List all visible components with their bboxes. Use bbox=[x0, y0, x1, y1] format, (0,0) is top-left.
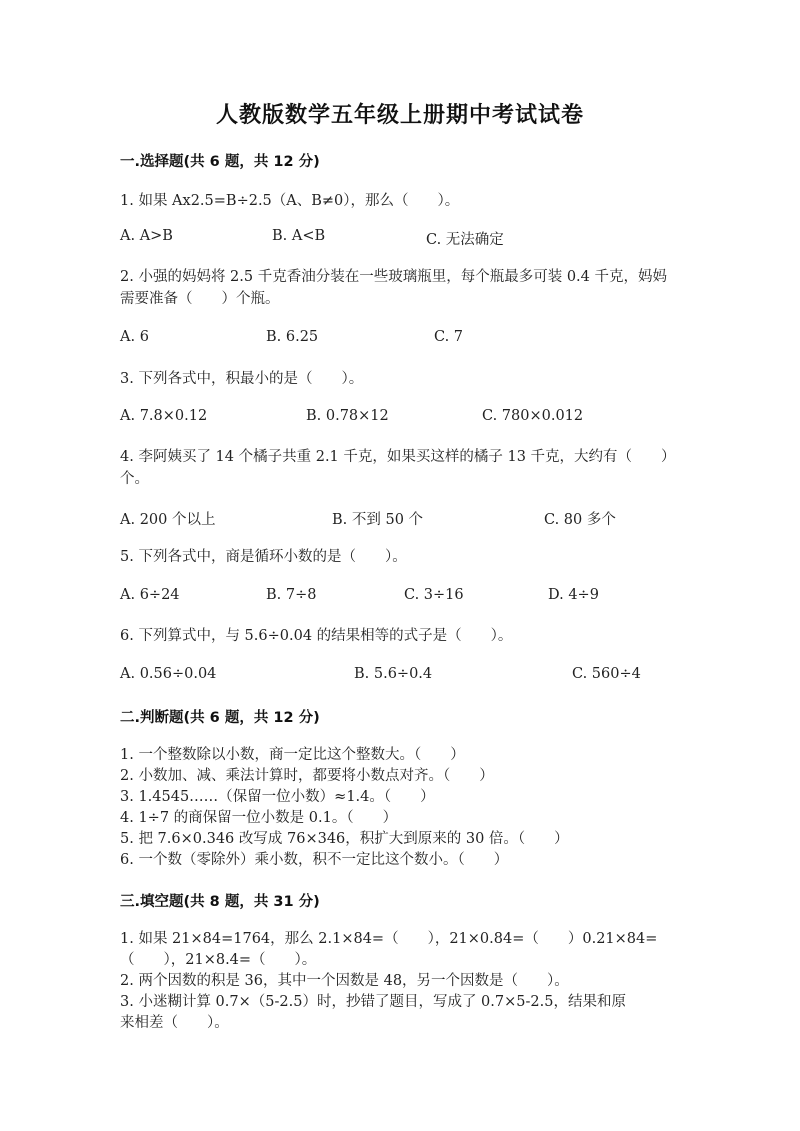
section-heading-choice: 一.选择题(共 6 题，共 12 分) bbox=[120, 154, 320, 170]
judge-item: 6. 一个数（零除外）乘小数，积不一定比这个数小。（ ） bbox=[120, 852, 509, 868]
section-heading-judge: 二.判断题(共 6 题，共 12 分) bbox=[120, 710, 320, 726]
option-b: B. 不到 50 个 bbox=[332, 512, 424, 528]
option-c: C. 无法确定 bbox=[426, 232, 504, 248]
question-text: 2. 小强的妈妈将 2.5 千克香油分装在一些玻璃瓶里，每个瓶最多可装 0.4 千克，妈妈需要准备（ ）个瓶。 bbox=[120, 269, 667, 307]
option-c: C. 560÷4 bbox=[572, 666, 641, 682]
option-c: C. 80 多个 bbox=[544, 512, 616, 528]
page-title: 人教版数学五年级上册期中考试试卷 bbox=[215, 102, 584, 128]
question-text: 3. 下列各式中，积最小的是（ ）。 bbox=[120, 371, 364, 387]
fill-line: 1. 如果 21×84=1764，那么 2.1×84=（ ），21×0.84=（ ）0.21×84= bbox=[120, 931, 658, 947]
option-b: B. 6.25 bbox=[266, 329, 319, 345]
judge-item: 4. 1÷7 的商保留一位小数是 0.1。（ ） bbox=[120, 810, 398, 826]
option-b: B. 7÷8 bbox=[266, 587, 317, 603]
option-c: C. 3÷16 bbox=[404, 587, 464, 603]
judge-item: 5. 把 7.6×0.346 改写成 76×346，积扩大到原来的 30 倍。（ ） bbox=[120, 831, 569, 847]
option-d: D. 4÷9 bbox=[548, 587, 599, 603]
option-b: B. 0.78×12 bbox=[306, 408, 389, 424]
fill-line: 3. 小迷糊计算 0.7×（5-2.5）时，抄错了题目，写成了 0.7×5-2.5，结果和原 bbox=[120, 994, 626, 1010]
question-text: 4. 李阿姨买了 14 个橘子共重 2.1 千克，如果买这样的橘子 13 千克，大约有（ ）个。 bbox=[120, 449, 676, 487]
section-heading-fill: 三.填空题(共 8 题，共 31 分) bbox=[120, 894, 320, 910]
judge-item: 3. 1.4545……（保留一位小数）≈1.4。（ ） bbox=[120, 789, 435, 805]
fill-line: 2. 两个因数的积是 36，其中一个因数是 48，另一个因数是（ ）。 bbox=[120, 973, 569, 989]
question-text: 5. 下列各式中，商是循环小数的是（ ）。 bbox=[120, 549, 407, 565]
option-c: C. 780×0.012 bbox=[482, 408, 584, 424]
option-b: B. 5.6÷0.4 bbox=[354, 666, 433, 682]
fill-line: （ ），21×8.4=（ ）。 bbox=[120, 952, 317, 968]
question-text: 6. 下列算式中，与 5.6÷0.04 的结果相等的式子是（ ）。 bbox=[120, 628, 513, 644]
option-c: C. 7 bbox=[434, 329, 464, 345]
option-a: A. 0.56÷0.04 bbox=[120, 666, 217, 682]
question-text: 1. 如果 Ax2.5=B÷2.5（A、B≠0），那么（ ）。 bbox=[120, 193, 460, 209]
option-a: A. 200 个以上 bbox=[120, 512, 216, 528]
option-a: A. 7.8×0.12 bbox=[120, 408, 208, 424]
option-b: B. A<B bbox=[272, 228, 326, 244]
option-a: A. A>B bbox=[120, 228, 173, 244]
fill-line: 来相差（ ）。 bbox=[120, 1015, 229, 1031]
judge-item: 1. 一个整数除以小数，商一定比这个整数大。（ ） bbox=[120, 747, 465, 763]
judge-item: 2. 小数加、减、乘法计算时，都要将小数点对齐。（ ） bbox=[120, 768, 494, 784]
option-a: A. 6÷24 bbox=[120, 587, 180, 603]
option-a: A. 6 bbox=[120, 329, 149, 345]
